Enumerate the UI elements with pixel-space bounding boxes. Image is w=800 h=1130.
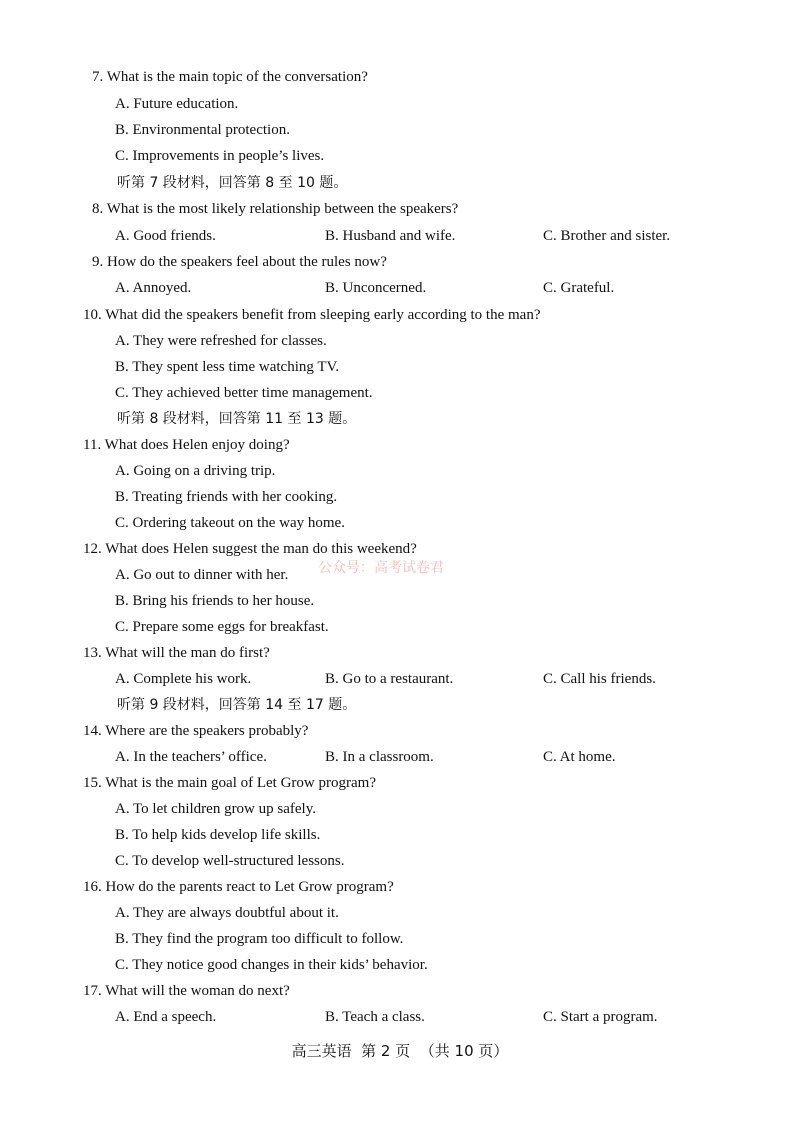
question-11-stem: 11. What does Helen enjoy doing? — [83, 437, 290, 453]
watermark-text: 公众号：高考试卷君 — [318, 560, 444, 576]
question-7-option-a: A. Future education. — [115, 96, 239, 112]
question-16-option-a: A. They are always doubtful about it. — [115, 905, 339, 921]
question-8-option-c: C. Brother and sister. — [543, 228, 671, 244]
question-13-option-c: C. Call his friends. — [543, 671, 656, 687]
question-14-stem: 14. Where are the speakers probably? — [83, 723, 309, 739]
question-7-option-c: C. Improvements in people’s lives. — [115, 148, 325, 164]
question-12-stem: 12. What does Helen suggest the man do this weekend? — [83, 541, 417, 557]
question-15-option-b: B. To help kids develop life skills. — [115, 827, 321, 843]
question-14-option-a: A. In the teachers’ office. — [115, 749, 267, 765]
question-13-stem: 13. What will the man do first? — [83, 645, 270, 661]
question-10-option-b: B. They spent less time watching TV. — [115, 359, 340, 375]
question-11-option-c: C. Ordering takeout on the way home. — [115, 515, 345, 531]
question-16-option-b: B. They find the program too difficult to follow. — [115, 931, 404, 947]
question-8-stem: 8. What is the most likely relationship between the speakers? — [92, 201, 459, 217]
question-8-option-b: B. Husband and wife. — [325, 228, 456, 244]
question-17-option-a: A. End a speech. — [115, 1009, 217, 1025]
section-instruction-7: 听第 7 段材料，回答第 8 至 10 题。 — [117, 175, 348, 191]
question-13-option-a: A. Complete his work. — [115, 671, 252, 687]
question-12-option-a: A. Go out to dinner with her. — [115, 567, 289, 583]
question-12-option-c: C. Prepare some eggs for breakfast. — [115, 619, 329, 635]
question-14-option-b: B. In a classroom. — [325, 749, 434, 765]
question-9-option-a: A. Annoyed. — [115, 280, 192, 296]
question-9-option-c: C. Grateful. — [543, 280, 615, 296]
question-9-option-b: B. Unconcerned. — [325, 280, 427, 296]
question-10-option-c: C. They achieved better time management. — [115, 385, 373, 401]
question-17-stem: 17. What will the woman do next? — [83, 983, 290, 999]
question-15-option-c: C. To develop well-structured lessons. — [115, 853, 345, 869]
question-7-stem: 7. What is the main topic of the conversation? — [92, 69, 368, 85]
question-15-option-a: A. To let children grow up safely. — [115, 801, 316, 817]
question-16-stem: 16. How do the parents react to Let Grow program? — [83, 879, 394, 895]
question-16-option-c: C. They notice good changes in their kids’ behavior. — [115, 957, 428, 973]
question-12-option-b: B. Bring his friends to her house. — [115, 593, 315, 609]
question-17-option-c: C. Start a program. — [543, 1009, 658, 1025]
question-13-option-b: B. Go to a restaurant. — [325, 671, 454, 687]
question-17-option-b: B. Teach a class. — [325, 1009, 425, 1025]
section-instruction-8: 听第 8 段材料，回答第 11 至 13 题。 — [117, 411, 357, 427]
question-15-stem: 15. What is the main goal of Let Grow program? — [83, 775, 376, 791]
page-footer: 高三英语 第 2 页 （共 10 页） — [291, 1042, 509, 1060]
question-7-option-b: B. Environmental protection. — [115, 122, 290, 138]
question-11-option-a: A. Going on a driving trip. — [115, 463, 276, 479]
question-10-option-a: A. They were refreshed for classes. — [115, 333, 327, 349]
question-11-option-b: B. Treating friends with her cooking. — [115, 489, 338, 505]
question-9-stem: 9. How do the speakers feel about the rules now? — [92, 254, 387, 270]
question-10-stem: 10. What did the speakers benefit from sleeping early according to the man? — [83, 307, 541, 323]
question-14-option-c: C. At home. — [543, 749, 616, 765]
question-8-option-a: A. Good friends. — [115, 228, 216, 244]
section-instruction-9: 听第 9 段材料，回答第 14 至 17 题。 — [117, 697, 357, 713]
